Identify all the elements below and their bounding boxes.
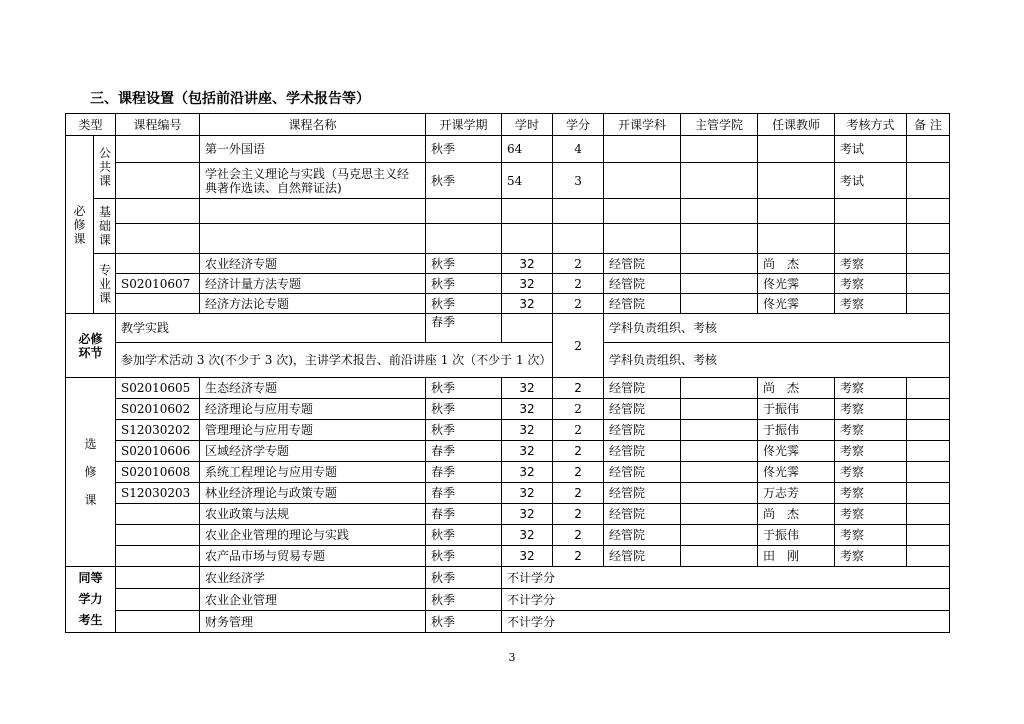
- link-organizer: 学科负责组织、考核: [604, 343, 950, 378]
- link-credits: 2: [553, 314, 604, 378]
- course-credits: 4: [553, 136, 604, 163]
- course-name: 经济方法论专题: [200, 294, 426, 314]
- table-row: [66, 254, 950, 274]
- course-note: [907, 483, 950, 504]
- course-note: [907, 462, 950, 483]
- course-teacher: 佟光霁: [758, 462, 835, 483]
- course-hours: 32: [502, 378, 553, 399]
- course-teacher: 佟光霁: [758, 274, 835, 294]
- course-term: 秋季: [426, 399, 502, 420]
- course-term: 秋季: [426, 254, 502, 274]
- course-exam: 考察: [835, 254, 907, 274]
- course-term: 秋季: [426, 546, 502, 567]
- course-code: S02010602: [116, 399, 200, 420]
- course-college: [681, 136, 758, 163]
- course-credits: 2: [553, 399, 604, 420]
- course-college: [681, 483, 758, 504]
- course-note: [907, 163, 950, 199]
- course-term: 春季: [426, 483, 502, 504]
- course-exam: 考察: [835, 462, 907, 483]
- course-dept: [604, 163, 681, 199]
- link-organizer: 学科负责组织、考核: [604, 314, 950, 343]
- course-hours: 32: [502, 441, 553, 462]
- header-cell: 类型: [66, 114, 116, 136]
- course-name: 农业经济专题: [200, 254, 426, 274]
- table-row: [66, 294, 950, 314]
- group-major: 专 业 课: [94, 254, 116, 314]
- course-exam: 考察: [835, 504, 907, 525]
- course-note: 不计学分: [502, 567, 950, 589]
- course-note: [907, 441, 950, 462]
- course-credits: 2: [553, 378, 604, 399]
- course-college: [681, 546, 758, 567]
- table-row: [66, 314, 950, 343]
- course-note: 不计学分: [502, 611, 950, 633]
- table-row: [66, 420, 950, 441]
- course-credits: 2: [553, 546, 604, 567]
- course-term: 秋季: [426, 163, 502, 199]
- header-cell: 课程名称: [200, 114, 426, 136]
- course-college: [681, 294, 758, 314]
- course-note: [907, 274, 950, 294]
- group-basic: 基 础 课: [94, 199, 116, 254]
- course-college: [681, 163, 758, 199]
- header-cell: 任课教师: [758, 114, 835, 136]
- course-teacher: 尚 杰: [758, 254, 835, 274]
- header-cell: 考核方式: [835, 114, 907, 136]
- course-teacher: [758, 163, 835, 199]
- course-code: [116, 546, 200, 567]
- course-college: [681, 378, 758, 399]
- course-name: 经济理论与应用专题: [200, 399, 426, 420]
- course-dept: 经管院: [604, 504, 681, 525]
- course-college: [681, 462, 758, 483]
- table-row: [66, 462, 950, 483]
- course-code: S12030203: [116, 483, 200, 504]
- course-term: 秋季: [426, 420, 502, 441]
- course-exam: 考察: [835, 399, 907, 420]
- course-teacher: 于振伟: [758, 420, 835, 441]
- course-hours: 32: [502, 274, 553, 294]
- practice-label: 教学实践: [116, 314, 426, 343]
- course-note: [907, 378, 950, 399]
- practice-term: 春季: [426, 314, 502, 343]
- activity-label: 参加学术活动 3 次(不少于 3 次)，主讲学术报告、前沿讲座 1 次（不少于 1 次）: [116, 343, 553, 378]
- course-note: [907, 504, 950, 525]
- course-exam: 考察: [835, 441, 907, 462]
- course-hours: 32: [502, 254, 553, 274]
- course-dept: 经管院: [604, 462, 681, 483]
- course-term: 春季: [426, 504, 502, 525]
- course-term: 秋季: [426, 611, 502, 633]
- header-cell: 学时: [502, 114, 553, 136]
- table-row: [66, 546, 950, 567]
- course-term: 秋季: [426, 378, 502, 399]
- course-term: 春季: [426, 462, 502, 483]
- course-code: [116, 525, 200, 546]
- course-dept: [604, 136, 681, 163]
- course-teacher: 田 刚: [758, 546, 835, 567]
- course-exam: 考察: [835, 294, 907, 314]
- course-note: 不计学分: [502, 589, 950, 611]
- course-teacher: [758, 136, 835, 163]
- course-code: [116, 254, 200, 274]
- course-term: 秋季: [426, 274, 502, 294]
- course-hours: 32: [502, 525, 553, 546]
- course-teacher: 尚 杰: [758, 378, 835, 399]
- course-college: [681, 525, 758, 546]
- course-dept: 经管院: [604, 420, 681, 441]
- group-required-link: 必修 环节: [66, 314, 116, 378]
- course-note: [907, 399, 950, 420]
- course-note: [907, 525, 950, 546]
- course-college: [681, 254, 758, 274]
- course-hours: 32: [502, 483, 553, 504]
- table-row: [66, 199, 950, 224]
- course-code: [116, 294, 200, 314]
- course-credits: 2: [553, 420, 604, 441]
- course-college: [681, 274, 758, 294]
- course-hours: 32: [502, 420, 553, 441]
- course-college: [681, 441, 758, 462]
- course-credits: 2: [553, 483, 604, 504]
- course-dept: 经管院: [604, 399, 681, 420]
- table-row: [66, 136, 950, 163]
- course-exam: 考察: [835, 525, 907, 546]
- course-term: 秋季: [426, 294, 502, 314]
- course-note: [907, 254, 950, 274]
- group-equivalent: 同等 学力 考生: [66, 567, 116, 633]
- course-name: 农产品市场与贸易专题: [200, 546, 426, 567]
- course-name: 系统工程理论与应用专题: [200, 462, 426, 483]
- table-row: [66, 378, 950, 399]
- course-teacher: 佟光霁: [758, 441, 835, 462]
- table-row: [66, 163, 950, 199]
- course-dept: 经管院: [604, 525, 681, 546]
- course-name: 管理理论与应用专题: [200, 420, 426, 441]
- course-term: 秋季: [426, 525, 502, 546]
- course-name: 经济计量方法专题: [200, 274, 426, 294]
- course-credits: 2: [553, 274, 604, 294]
- course-credits: 2: [553, 504, 604, 525]
- course-name: 农业政策与法规: [200, 504, 426, 525]
- page-number: 3: [508, 651, 516, 664]
- course-exam: 考察: [835, 483, 907, 504]
- course-credits: 2: [553, 525, 604, 546]
- table-row: [66, 483, 950, 504]
- course-term: 秋季: [426, 589, 502, 611]
- course-code: S12030202: [116, 420, 200, 441]
- course-credits: 2: [553, 462, 604, 483]
- course-code: S02010607: [116, 274, 200, 294]
- course-code: [116, 504, 200, 525]
- course-dept: 经管院: [604, 274, 681, 294]
- table-row: [66, 399, 950, 420]
- group-required: 必 修 课: [66, 136, 94, 314]
- header-cell: 开课学期: [426, 114, 502, 136]
- course-credits: 3: [553, 163, 604, 199]
- group-elective: 选 修 课: [66, 378, 116, 567]
- table-row: [66, 224, 950, 254]
- course-name: 林业经济理论与政策专题: [200, 483, 426, 504]
- course-exam: 考察: [835, 420, 907, 441]
- course-exam: 考试: [835, 136, 907, 163]
- course-teacher: 于振伟: [758, 525, 835, 546]
- course-code: [116, 589, 200, 611]
- course-dept: 经管院: [604, 483, 681, 504]
- course-teacher: 尚 杰: [758, 504, 835, 525]
- course-term: 秋季: [426, 567, 502, 589]
- course-name: 农业企业管理: [200, 589, 426, 611]
- course-teacher: 佟光霁: [758, 294, 835, 314]
- course-name: 区域经济学专题: [200, 441, 426, 462]
- course-term: 秋季: [426, 136, 502, 163]
- table-row: [66, 611, 950, 633]
- header-cell: 主管学院: [681, 114, 758, 136]
- header-cell: 课程编号: [116, 114, 200, 136]
- table-row: [66, 343, 950, 378]
- course-college: [681, 399, 758, 420]
- table-row: [66, 441, 950, 462]
- course-hours: 32: [502, 294, 553, 314]
- course-name: 第一外国语: [200, 136, 426, 163]
- course-note: [907, 294, 950, 314]
- course-code: [116, 611, 200, 633]
- course-term: 春季: [426, 441, 502, 462]
- section-title: 三、课程设置（包括前沿讲座、学术报告等）: [90, 91, 370, 107]
- course-teacher: 于振伟: [758, 399, 835, 420]
- course-exam: 考察: [835, 378, 907, 399]
- course-college: [681, 420, 758, 441]
- course-exam: 考试: [835, 163, 907, 199]
- table-row: [66, 274, 950, 294]
- header-cell: 备 注: [907, 114, 950, 136]
- course-hours: 32: [502, 399, 553, 420]
- course-dept: 经管院: [604, 546, 681, 567]
- course-code: S02010605: [116, 378, 200, 399]
- course-hours: 54: [502, 163, 553, 199]
- header-row: [66, 114, 950, 136]
- course-note: [907, 136, 950, 163]
- course-dept: 经管院: [604, 441, 681, 462]
- course-credits: 2: [553, 254, 604, 274]
- course-credits: 2: [553, 441, 604, 462]
- course-hours: 32: [502, 504, 553, 525]
- course-dept: 经管院: [604, 254, 681, 274]
- header-cell: 开课学科: [604, 114, 681, 136]
- course-exam: 考察: [835, 546, 907, 567]
- course-code: [116, 567, 200, 589]
- course-name: 财务管理: [200, 611, 426, 633]
- course-dept: 经管院: [604, 294, 681, 314]
- course-table: [65, 113, 950, 633]
- course-name: 生态经济专题: [200, 378, 426, 399]
- group-public: 公 共 课: [94, 136, 116, 199]
- course-college: [681, 504, 758, 525]
- table-row: [66, 589, 950, 611]
- table-row: [66, 525, 950, 546]
- course-code: [116, 163, 200, 199]
- course-name: 农业经济学: [200, 567, 426, 589]
- course-hours: 32: [502, 546, 553, 567]
- course-name: 农业企业管理的理论与实践: [200, 525, 426, 546]
- course-teacher: 万志芳: [758, 483, 835, 504]
- course-exam: 考察: [835, 274, 907, 294]
- course-note: [907, 420, 950, 441]
- course-note: [907, 546, 950, 567]
- course-hours: 64: [502, 136, 553, 163]
- course-code: S02010608: [116, 462, 200, 483]
- course-code: [116, 136, 200, 163]
- course-dept: 经管院: [604, 378, 681, 399]
- table-row: [66, 504, 950, 525]
- course-name: 学社会主义理论与实践（马克思主义经典著作选读、自然辩证法): [200, 163, 426, 199]
- header-cell: 学分: [553, 114, 604, 136]
- course-credits: 2: [553, 294, 604, 314]
- course-hours: 32: [502, 462, 553, 483]
- course-code: S02010606: [116, 441, 200, 462]
- table-row: [66, 567, 950, 589]
